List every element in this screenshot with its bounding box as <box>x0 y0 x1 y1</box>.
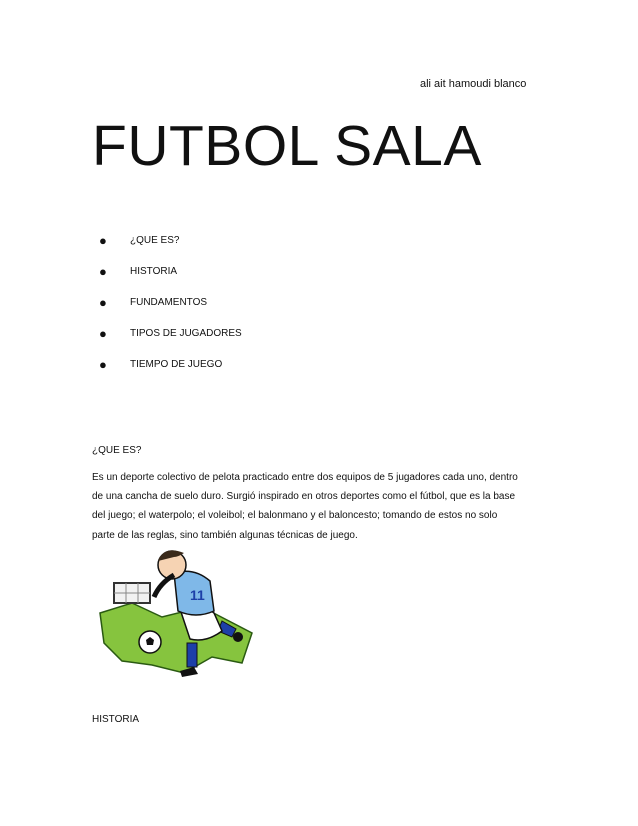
field-shape <box>100 603 252 673</box>
bullet-icon: ● <box>99 264 107 279</box>
toc-item-label: TIEMPO DE JUEGO <box>130 359 223 370</box>
toc-item <box>96 327 242 358</box>
paragraph-line: del juego; el waterpolo; el voleibol; el balonmano y el baloncesto; tomando de estos no solo <box>92 510 498 522</box>
toc-item <box>96 265 242 296</box>
toc-item <box>96 296 242 327</box>
soccer-ball-icon <box>139 631 161 653</box>
section-heading-que-es: ¿QUE ES? <box>92 445 142 456</box>
bullet-icon: ● <box>99 357 107 372</box>
bullet-icon: ● <box>99 295 107 310</box>
que-es-paragraph <box>92 468 562 545</box>
toc-item-label: ¿QUE ES? <box>130 235 180 246</box>
toc-item-label: FUNDAMENTOS <box>130 297 208 308</box>
goal-icon <box>114 583 150 603</box>
bullet-icon: ● <box>99 233 107 248</box>
table-of-contents <box>96 234 242 389</box>
paragraph-line: de una cancha de suelo duro. Surgió inspirado en otros deportes como el fútbol, que es la base <box>92 491 516 503</box>
toc-item-label: HISTORIA <box>130 266 178 277</box>
jersey-number: 11 <box>190 587 205 603</box>
soccer-player-illustration <box>92 545 262 685</box>
bullet-icon: ● <box>99 326 107 341</box>
author-name: ali ait hamoudi blanco <box>420 78 527 90</box>
section-heading-historia: HISTORIA <box>92 714 140 725</box>
toc-item <box>96 358 242 389</box>
toc-item-label: TIPOS DE JUGADORES <box>130 328 242 339</box>
document-title: FUTBOL SALA <box>92 114 482 178</box>
toc-item <box>96 234 242 265</box>
paragraph-line: parte de las reglas, sino también algunas técnicas de juego. <box>92 529 358 541</box>
paragraph-line: Es un deporte colectivo de pelota practicado entre dos equipos de 5 jugadores cada uno, dentro <box>92 472 518 483</box>
